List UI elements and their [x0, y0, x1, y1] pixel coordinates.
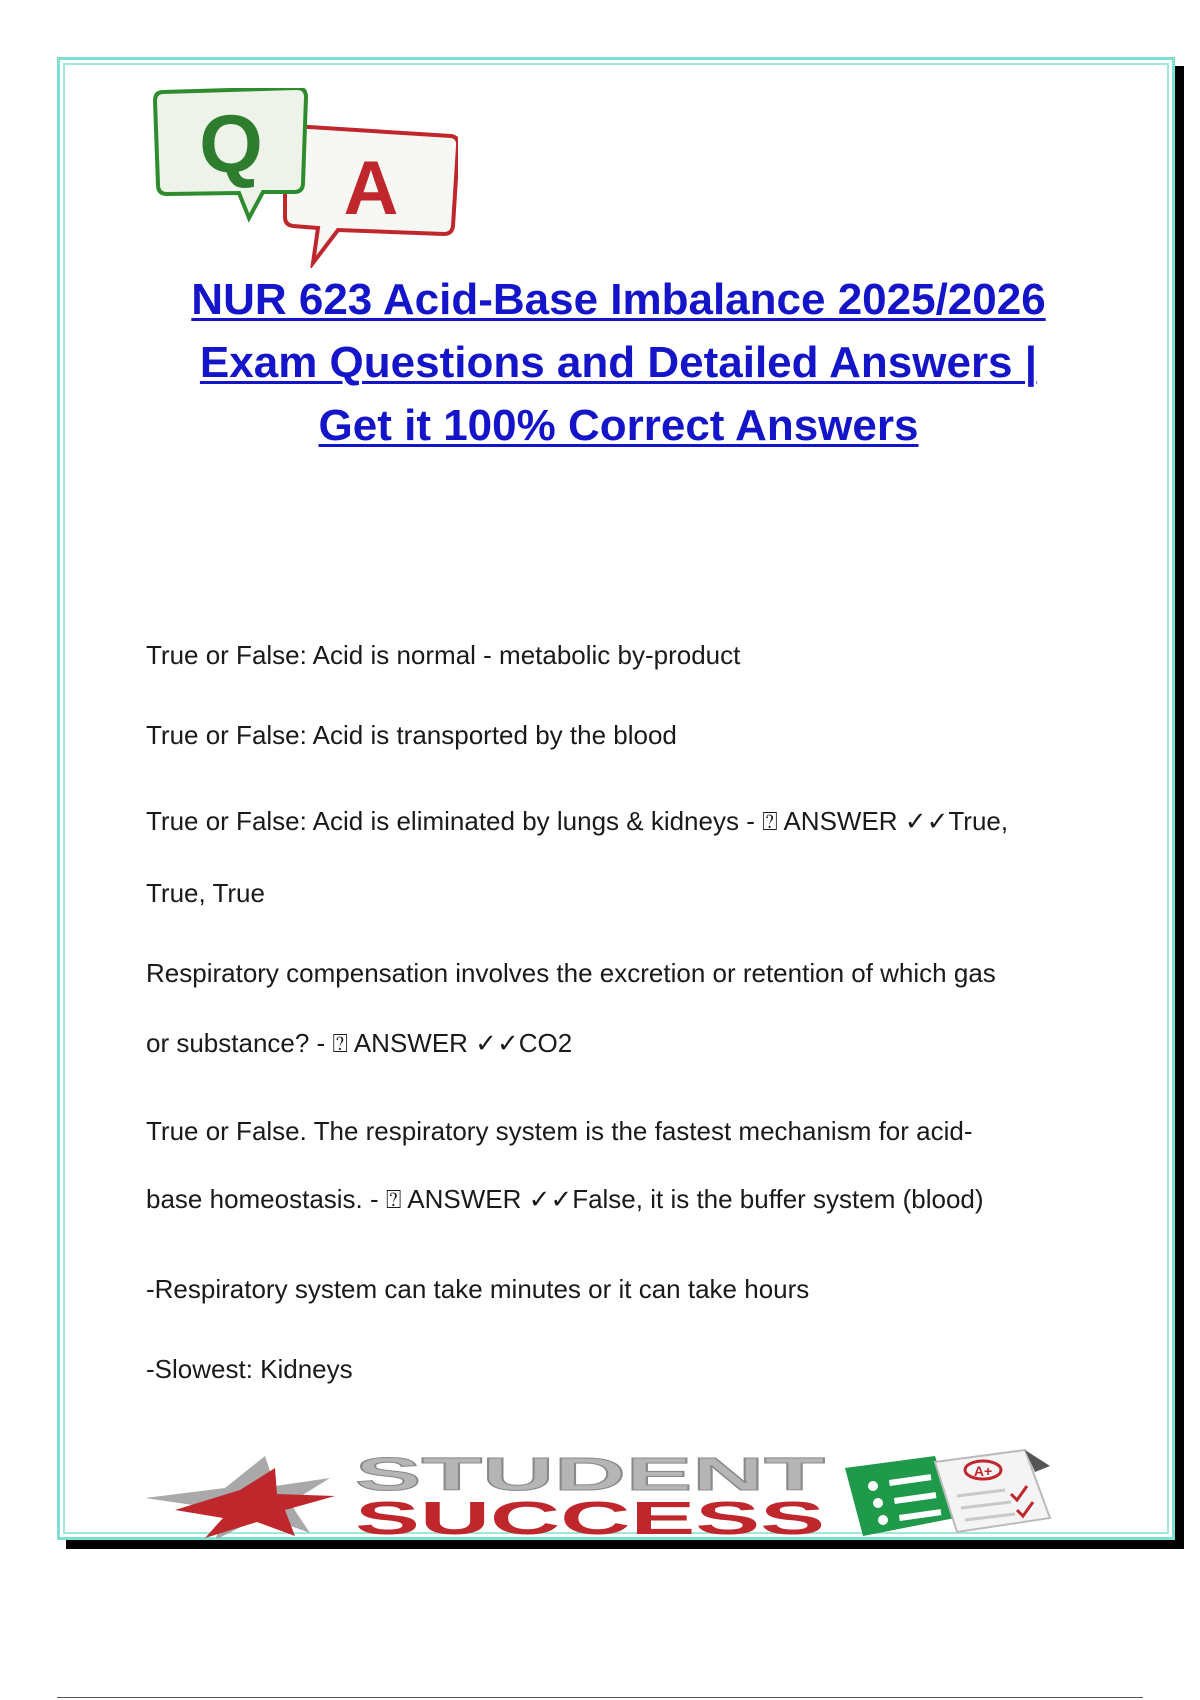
a-bubble-icon: [285, 126, 458, 263]
student-success-logo: [145, 1448, 1085, 1538]
qa-line: True or False: Acid is eliminated by lungs & kidneys - ⍰ ANSWER ✓✓True,: [146, 806, 1009, 836]
qa-line: True or False: Acid is normal - metabolic by-product: [146, 640, 741, 670]
graded-paper-icon: [935, 1450, 1050, 1532]
a-letter: A: [343, 146, 399, 231]
q-letter: Q: [199, 99, 263, 190]
qa-line: -Respiratory system can take minutes or it can take hours: [146, 1274, 810, 1304]
title-line-1[interactable]: NUR 623 Acid-Base Imbalance 2025/2026: [191, 275, 1046, 324]
title-line-3[interactable]: Get it 100% Correct Answers: [318, 401, 919, 450]
star-icon: [145, 1456, 335, 1538]
document-title[interactable]: [120, 268, 1117, 457]
page-bottom-rule: [57, 1697, 1143, 1698]
qa-logo: [153, 88, 458, 268]
qa-line: True or False: Acid is transported by the blood: [146, 720, 677, 750]
grade-mark: A+: [973, 1463, 993, 1479]
qa-line: True or False. The respiratory system is the fastest mechanism for acid-: [146, 1116, 973, 1146]
title-line-2[interactable]: Exam Questions and Detailed Answers |: [199, 338, 1038, 387]
qa-line: or substance? - ⍰ ANSWER ✓✓CO2: [146, 1028, 573, 1058]
qa-line: True, True: [146, 878, 265, 908]
qa-line: base homeostasis. - ⍰ ANSWER ✓✓False, it is the buffer system (blood): [146, 1184, 984, 1214]
qa-line: -Slowest: Kidneys: [146, 1354, 353, 1384]
brand-line-1: STUDENT: [355, 1448, 825, 1500]
brand-line-2: SUCCESS: [355, 1492, 825, 1538]
qa-line: Respiratory compensation involves the excretion or retention of which gas: [146, 958, 996, 988]
